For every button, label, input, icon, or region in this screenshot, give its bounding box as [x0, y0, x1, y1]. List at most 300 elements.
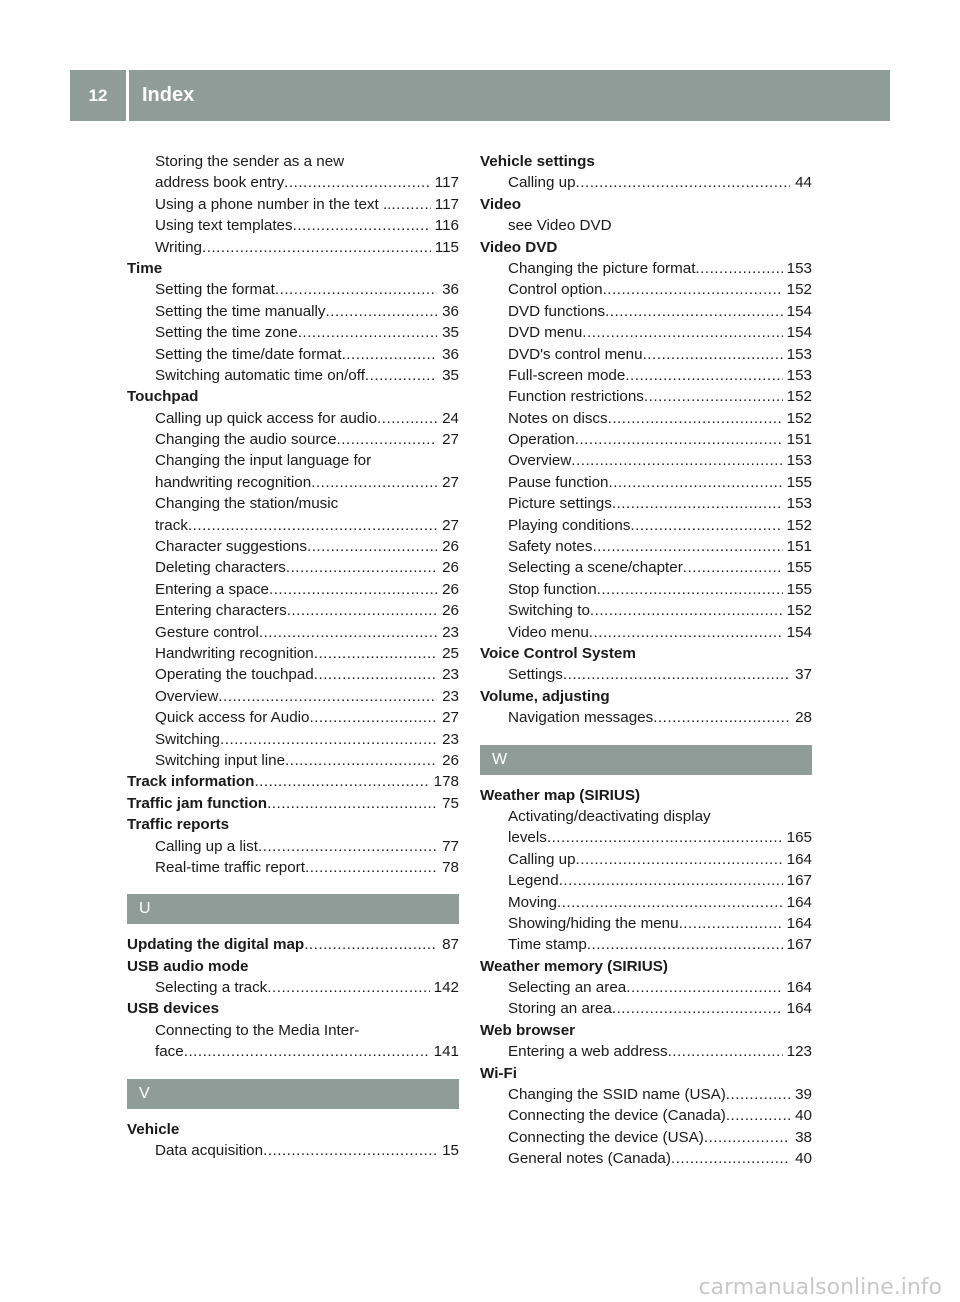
page-reference: 26	[442, 602, 459, 620]
leader-dots	[287, 600, 437, 621]
entry-text: Calling up	[508, 850, 576, 868]
index-subentry	[480, 707, 812, 728]
leader-dots	[563, 664, 790, 685]
entry-text: Full-screen mode	[508, 366, 626, 384]
index-subentry	[127, 237, 459, 258]
entry-text: Gesture control	[155, 623, 259, 641]
leader-dots	[653, 707, 790, 728]
page-reference: 35	[442, 366, 459, 384]
entry-text: Selecting a scene/chapter	[508, 559, 683, 577]
page-reference: 23	[442, 730, 459, 748]
section-letter-header: U	[127, 894, 459, 924]
entry-text: Connecting the device (USA)	[508, 1128, 704, 1146]
index-column-left	[127, 151, 459, 1161]
page-reference: 117	[434, 195, 459, 213]
page-reference: 116	[434, 217, 459, 235]
index-subentry	[127, 194, 459, 215]
watermark: carmanualsonline.info	[698, 1275, 942, 1300]
leader-dots	[309, 707, 437, 728]
index-heading	[480, 785, 812, 806]
page-reference: 36	[442, 345, 459, 363]
page-reference: 26	[442, 580, 459, 598]
index-subentry	[127, 579, 459, 600]
leader-dots	[587, 934, 783, 955]
leader-dots	[695, 258, 782, 279]
entry-text: DVD functions	[508, 302, 606, 320]
entry-text: Writing	[155, 238, 202, 256]
entry-text: Settings	[508, 666, 563, 684]
index-subentry	[127, 408, 459, 429]
entry-text: Weather memory (SIRIUS)	[480, 957, 668, 975]
page-reference: 36	[442, 281, 459, 299]
page-reference: 38	[795, 1128, 812, 1146]
index-subentry	[127, 365, 459, 386]
entry-text: Activating/deactivating display	[508, 807, 711, 825]
entry-text: track	[155, 516, 188, 534]
page-reference: 78	[442, 858, 459, 876]
leader-dots	[267, 977, 429, 998]
leader-dots	[269, 579, 437, 600]
page-reference: 154	[786, 623, 812, 641]
index-subentry	[480, 450, 812, 471]
entry-text: USB devices	[127, 1000, 220, 1018]
entry-text: Video DVD	[480, 238, 558, 256]
leader-dots	[365, 365, 437, 386]
entry-text: Calling up a list	[155, 837, 258, 855]
entry-text: Real-time traffic report	[155, 858, 305, 876]
page-reference: 152	[786, 409, 812, 427]
entry-text: Switching automatic time on/off	[155, 366, 365, 384]
index-subentry	[480, 386, 812, 407]
leader-dots	[704, 1127, 790, 1148]
entry-text: Notes on discs	[508, 409, 608, 427]
index-subentry	[127, 279, 459, 300]
index-subentry	[480, 827, 812, 848]
leader-dots	[337, 429, 437, 450]
page-reference: 25	[442, 644, 459, 662]
leader-dots	[683, 557, 783, 578]
entry-text: Navigation messages	[508, 709, 654, 727]
page-reference: 142	[433, 979, 459, 997]
leader-dots	[304, 934, 437, 955]
index-subentry	[480, 934, 812, 955]
page-reference: 155	[786, 580, 812, 598]
index-subentry	[480, 1105, 812, 1126]
page-reference: 153	[786, 259, 812, 277]
entry-text: Switching to	[508, 602, 590, 620]
leader-dots	[608, 408, 783, 429]
entry-text: Setting the time/date format	[155, 345, 342, 363]
entry-text: Changing the station/music	[155, 495, 339, 513]
index-subentry	[480, 472, 812, 493]
entry-text: Web browser	[480, 1021, 576, 1039]
index-subentry	[127, 1041, 459, 1062]
page-reference: 23	[442, 623, 459, 641]
index-subentry	[127, 151, 459, 172]
leader-dots	[284, 172, 431, 193]
leader-dots	[597, 579, 783, 600]
entry-text: Storing the sender as a new	[155, 153, 345, 170]
index-subentry	[127, 515, 459, 536]
page-reference: 27	[442, 431, 459, 449]
leader-dots	[592, 536, 782, 557]
index-heading	[480, 151, 812, 172]
entry-text: Operation	[508, 431, 575, 449]
index-heading	[127, 934, 459, 955]
entry-text: Traffic reports	[127, 816, 230, 834]
page-reference: 154	[786, 302, 812, 320]
page-reference: 77	[442, 837, 459, 855]
index-column-right	[480, 151, 812, 1170]
page-reference: 44	[795, 174, 812, 192]
page-reference: 153	[786, 452, 812, 470]
index-heading	[127, 956, 459, 977]
entry-text: Connecting the device (Canada)	[508, 1107, 726, 1125]
leader-dots	[263, 1140, 437, 1161]
leader-dots	[605, 301, 783, 322]
leader-dots	[726, 1105, 790, 1126]
entry-text: face	[155, 1043, 184, 1061]
section-letter-header: W	[480, 745, 812, 775]
index-subentry	[127, 1020, 459, 1041]
entry-text: Pause function	[508, 473, 609, 491]
index-heading	[480, 237, 812, 258]
page-reference: 164	[786, 893, 812, 911]
header-divider	[126, 70, 129, 121]
entry-text: Voice Control System	[480, 644, 636, 662]
leader-dots	[258, 836, 437, 857]
index-subentry	[480, 1148, 812, 1169]
page-reference: 27	[442, 473, 459, 491]
index-subentry	[480, 892, 812, 913]
entry-text: Time	[127, 259, 163, 277]
index-subentry	[127, 536, 459, 557]
index-subentry	[127, 600, 459, 621]
index-subentry	[127, 977, 459, 998]
index-heading	[127, 998, 459, 1019]
page-reference: 87	[442, 936, 459, 954]
page-reference: 178	[433, 773, 459, 791]
page-reference: 37	[795, 666, 812, 684]
leader-dots	[557, 892, 783, 913]
page-reference: 39	[795, 1086, 812, 1104]
entry-text: Setting the format	[155, 281, 275, 299]
leader-dots	[286, 557, 437, 578]
page-reference: 152	[786, 516, 812, 534]
page-reference: 164	[786, 1000, 812, 1018]
leader-dots	[184, 1041, 430, 1062]
entry-text: Entering a web address	[508, 1043, 668, 1061]
index-subentry	[127, 215, 459, 236]
leader-dots	[625, 365, 782, 386]
index-subentry	[127, 322, 459, 343]
index-subentry	[127, 686, 459, 707]
leader-dots	[285, 750, 437, 771]
entry-text: Overview	[508, 452, 572, 470]
entry-text: General notes (Canada)	[508, 1150, 671, 1168]
leader-dots	[275, 279, 437, 300]
entry-text: Vehicle settings	[480, 153, 595, 170]
leader-dots	[559, 870, 783, 891]
entry-text: Selecting an area	[508, 979, 627, 997]
entry-text: Picture settings	[508, 495, 612, 513]
index-subentry	[480, 998, 812, 1019]
index-subentry	[480, 408, 812, 429]
entry-text: see Video DVD	[508, 217, 612, 235]
leader-dots	[342, 344, 437, 365]
page-reference: 141	[433, 1043, 459, 1061]
index-heading	[480, 194, 812, 215]
entry-text: Function restrictions	[508, 388, 644, 406]
leader-dots	[314, 643, 437, 664]
page-reference: 153	[786, 495, 812, 513]
page-reference: 123	[786, 1043, 812, 1061]
index-subentry	[127, 836, 459, 857]
index-subentry	[480, 429, 812, 450]
leader-dots	[326, 301, 437, 322]
index-subentry	[480, 258, 812, 279]
leader-dots	[612, 493, 783, 514]
page-number: 12	[88, 85, 108, 105]
entry-text: Deleting characters	[155, 559, 286, 577]
leader-dots	[576, 172, 790, 193]
index-subentry	[480, 301, 812, 322]
page-reference: 27	[442, 709, 459, 727]
page-reference: 23	[442, 666, 459, 684]
page-reference: 24	[442, 409, 459, 427]
index-subentry	[480, 1041, 812, 1062]
index-heading	[127, 386, 459, 407]
entry-text: Wi-Fi	[480, 1064, 517, 1082]
page-reference: 154	[786, 324, 812, 342]
entry-text: Changing the input language for	[155, 452, 372, 470]
page-reference: 151	[786, 538, 812, 556]
page-reference: 75	[442, 794, 459, 812]
index-subentry	[480, 849, 812, 870]
page-reference: 152	[786, 388, 812, 406]
entry-text: Video menu	[508, 623, 589, 641]
index-heading	[480, 686, 812, 707]
index-subentry	[127, 450, 459, 471]
leader-dots	[391, 194, 430, 215]
page-reference: 23	[442, 687, 459, 705]
leader-dots	[547, 827, 783, 848]
page-reference: 167	[786, 936, 812, 954]
page-reference: 155	[786, 559, 812, 577]
leader-dots	[267, 793, 437, 814]
leader-dots	[644, 386, 783, 407]
index-subentry	[127, 750, 459, 771]
page-reference: 26	[442, 751, 459, 769]
index-heading	[480, 956, 812, 977]
leader-dots	[305, 857, 437, 878]
leader-dots	[575, 429, 783, 450]
page-reference: 36	[442, 302, 459, 320]
leader-dots	[582, 322, 782, 343]
entry-text: Selecting a track	[155, 979, 268, 997]
index-subentry	[480, 1084, 812, 1105]
index-heading	[127, 771, 459, 792]
entry-text: Changing the SSID name (USA)	[508, 1086, 726, 1104]
page-reference: 35	[442, 324, 459, 342]
entry-text: Weather map (SIRIUS)	[480, 786, 641, 804]
leader-dots	[726, 1084, 790, 1105]
page-reference: 152	[786, 602, 812, 620]
leader-dots	[293, 215, 431, 236]
leader-dots	[671, 1148, 790, 1169]
index-subentry	[127, 301, 459, 322]
leader-dots	[626, 977, 782, 998]
entry-text: Changing the audio source	[155, 431, 337, 449]
entry-text: Track information	[127, 773, 255, 791]
leader-dots	[603, 279, 783, 300]
page-reference: 15	[442, 1142, 459, 1160]
entry-text: Overview	[155, 687, 219, 705]
section-letter-header: V	[127, 1079, 459, 1109]
page-reference: 40	[795, 1107, 812, 1125]
page-reference: 164	[786, 850, 812, 868]
entry-text: levels	[508, 829, 547, 847]
index-subentry	[127, 472, 459, 493]
index-subentry	[480, 344, 812, 365]
entry-text: handwriting recognition	[155, 473, 312, 491]
page-reference: 165	[786, 829, 812, 847]
entry-text: USB audio mode	[127, 957, 249, 975]
entry-text: Character suggestions	[155, 538, 307, 556]
leader-dots	[608, 472, 782, 493]
page-reference: 26	[442, 559, 459, 577]
entry-text: Playing conditions	[508, 516, 631, 534]
index-subentry	[480, 870, 812, 891]
entry-text: address book entry	[155, 174, 285, 192]
entry-text: Switching input line	[155, 751, 286, 769]
entry-text: Legend	[508, 872, 559, 890]
index-subentry	[480, 172, 812, 193]
page-reference: 115	[434, 238, 459, 256]
leader-dots	[188, 515, 437, 536]
page-reference: 152	[786, 281, 812, 299]
entry-text: Touchpad	[127, 388, 199, 406]
entry-text: Setting the time manually	[155, 302, 326, 320]
page-reference: 164	[786, 979, 812, 997]
index-subentry	[480, 806, 812, 827]
entry-text: Handwriting recognition	[155, 644, 314, 662]
leader-dots	[298, 322, 437, 343]
index-subentry	[480, 215, 812, 236]
entry-text: Traffic jam function	[127, 794, 268, 812]
entry-text: DVD's control menu	[508, 345, 643, 363]
entry-text: Using text templates	[155, 217, 293, 235]
leader-dots	[377, 408, 437, 429]
leader-dots	[668, 1041, 783, 1062]
index-subentry	[127, 557, 459, 578]
entry-text: Entering characters	[155, 602, 287, 620]
leader-dots	[576, 849, 783, 870]
leader-dots	[643, 344, 783, 365]
entry-text: DVD menu	[508, 324, 583, 342]
entry-text: Calling up	[508, 174, 576, 192]
leader-dots	[307, 536, 437, 557]
leader-dots	[259, 622, 437, 643]
index-subentry	[127, 643, 459, 664]
index-subentry	[480, 913, 812, 934]
entry-text: Entering a space	[155, 580, 269, 598]
entry-text: Data acquisition	[155, 1142, 264, 1160]
entry-text: Calling up quick access for audio	[155, 409, 378, 427]
leader-dots	[220, 729, 437, 750]
index-subentry	[480, 579, 812, 600]
entry-text: Control option	[508, 281, 603, 299]
leader-dots	[630, 515, 782, 536]
entry-text: Connecting to the Media Inter-	[155, 1021, 360, 1039]
index-subentry	[480, 493, 812, 514]
index-subentry	[127, 344, 459, 365]
index-subentry	[480, 622, 812, 643]
page-reference: 153	[786, 366, 812, 384]
index-heading	[480, 643, 812, 664]
page-reference: 153	[786, 345, 812, 363]
page-reference: 28	[795, 709, 812, 727]
index-subentry	[127, 622, 459, 643]
entry-text: Stop function	[508, 580, 597, 598]
index-subentry	[480, 365, 812, 386]
entry-text: Video	[480, 195, 522, 213]
leader-dots	[589, 622, 783, 643]
entry-text: Showing/hiding the menu	[508, 914, 679, 932]
leader-dots	[218, 686, 437, 707]
index-heading	[127, 258, 459, 279]
leader-dots	[314, 664, 437, 685]
entry-text: Quick access for Audio	[155, 709, 310, 727]
entry-text: Operating the touchpad	[155, 666, 314, 684]
page-title: Index	[142, 84, 195, 106]
page-reference: 40	[795, 1150, 812, 1168]
entry-text: Storing an area	[508, 1000, 612, 1018]
page-reference: 151	[786, 431, 812, 449]
leader-dots	[612, 998, 783, 1019]
index-heading	[127, 814, 459, 835]
index-subentry	[127, 664, 459, 685]
leader-dots	[311, 472, 437, 493]
page-reference: 26	[442, 538, 459, 556]
page-reference: 167	[786, 872, 812, 890]
index-subentry	[127, 707, 459, 728]
index-subentry	[480, 664, 812, 685]
entry-text: Using a phone number in the text ..	[155, 195, 392, 213]
index-subentry	[127, 1140, 459, 1161]
index-heading	[480, 1063, 812, 1084]
index-heading	[127, 1119, 459, 1140]
index-subentry	[480, 1127, 812, 1148]
index-subentry	[480, 515, 812, 536]
entry-text: Moving	[508, 893, 557, 911]
index-subentry	[480, 600, 812, 621]
entry-text: Vehicle	[127, 1120, 180, 1138]
index-subentry	[127, 729, 459, 750]
leader-dots	[571, 450, 782, 471]
entry-text: Volume, adjusting	[480, 687, 610, 705]
entry-text: Updating the digital map	[127, 936, 305, 954]
index-subentry	[480, 536, 812, 557]
index-subentry	[480, 557, 812, 578]
index-subentry	[480, 977, 812, 998]
index-subentry	[480, 279, 812, 300]
index-subentry	[127, 172, 459, 193]
leader-dots	[679, 913, 783, 934]
index-heading	[127, 793, 459, 814]
page-reference: 164	[786, 914, 812, 932]
entry-text: Switching	[155, 730, 220, 748]
